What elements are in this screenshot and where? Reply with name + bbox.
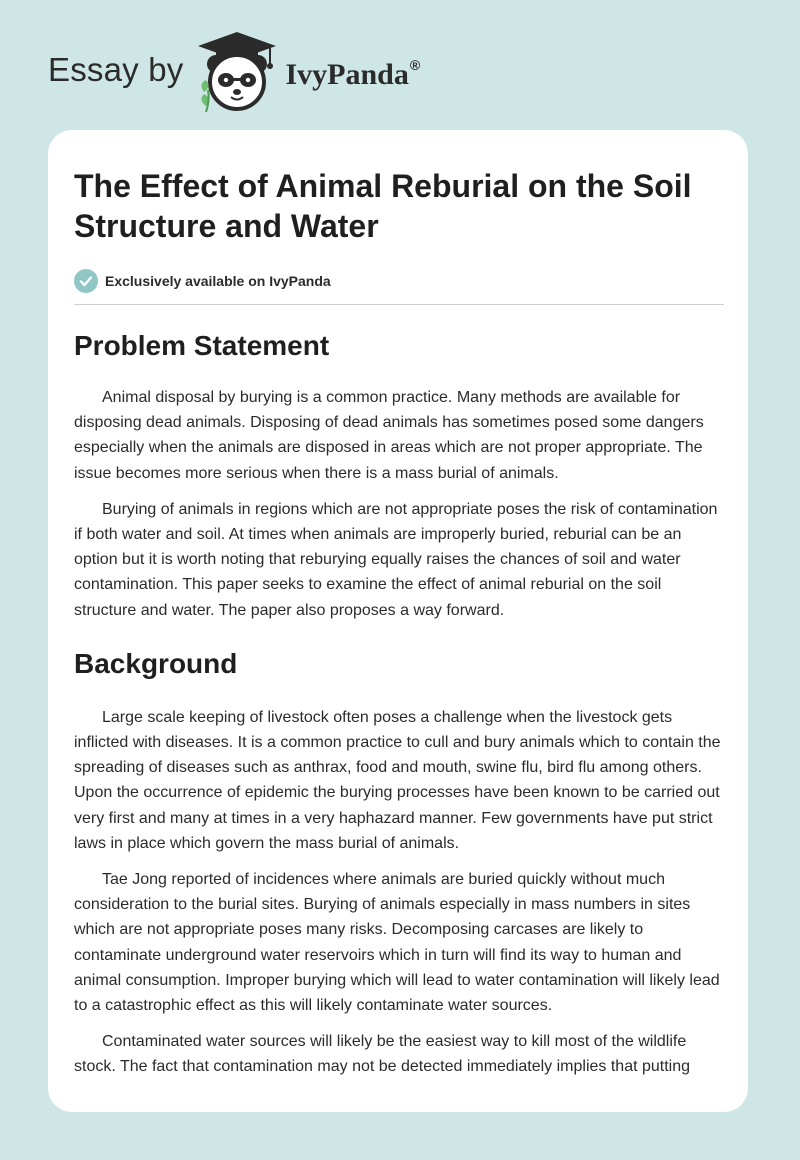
essay-title: The Effect of Animal Reburial on the Soil Structure and Water xyxy=(74,168,692,244)
check-icon xyxy=(74,269,98,293)
exclusive-badge xyxy=(74,268,724,294)
panda-graduate-icon xyxy=(194,30,280,114)
divider xyxy=(74,304,724,305)
essay-card xyxy=(48,130,748,1112)
paragraph: Large scale keeping of livestock often poses a challenge when the livestock gets inflicted with diseases. It is a common practice to cull and bury animals which to contain the spreading of diseases such as anthrax, food and mouth, swine flu, bird flu among others. Upon the occurrence of epidemic the burying processes have been known to be carried out very first and many at times in a very haphazard manner. Few governments have put strict laws in place which govern the mass burial of animals. xyxy=(74,708,721,852)
brand-name: IvyPanda® xyxy=(285,56,421,91)
paragraph: Tae Jong reported of incidences where animals are buried quickly without much consideration to the burial sites. Burying of animals especially in mass numbers in sites which are not appropriate poses many risks. Decomposing carcases are likely to contaminate underground water reservoirs which in turn will find its way to human and animal consumption. Improper burying which will lead to water contamination will likely lead to a catastrophic effect as this will likely contaminate water sources. xyxy=(74,871,720,1015)
paragraph: Contaminated water sources will likely be the easiest way to kill most of the wildlife stock. The fact that contamination may not be detected immediately implies that putting xyxy=(74,1033,691,1076)
paragraph: Burying of animals in regions which are not appropriate poses the risk of contamination if both water and soil. At times when animals are improperly buried, reburial can be an option but it is worth noting that reburying equally raises the chances of soil and water contamination. This paper seeks to examine the effect of animal reburial on the soil structure and water. The paper also proposes a way forward. xyxy=(74,500,718,619)
ivypanda-logo-link[interactable] xyxy=(194,30,421,114)
registered-mark: ® xyxy=(409,56,421,73)
essay-by-label: Essay by xyxy=(48,51,184,88)
exclusive-label: Exclusively available on IvyPanda xyxy=(105,273,331,289)
section-heading-background: Background xyxy=(74,647,238,679)
section-heading-problem-statement: Problem Statement xyxy=(74,330,330,361)
site-header xyxy=(48,30,420,114)
paragraph: Animal disposal by burying is a common practice. Many methods are available for disposing dead animals. Disposing of dead animals has sometimes posed some dangers especially when the animals are disposed in areas which are not proper appropriate. The issue becomes more serious when there is a mass burial of animals. xyxy=(74,389,704,482)
